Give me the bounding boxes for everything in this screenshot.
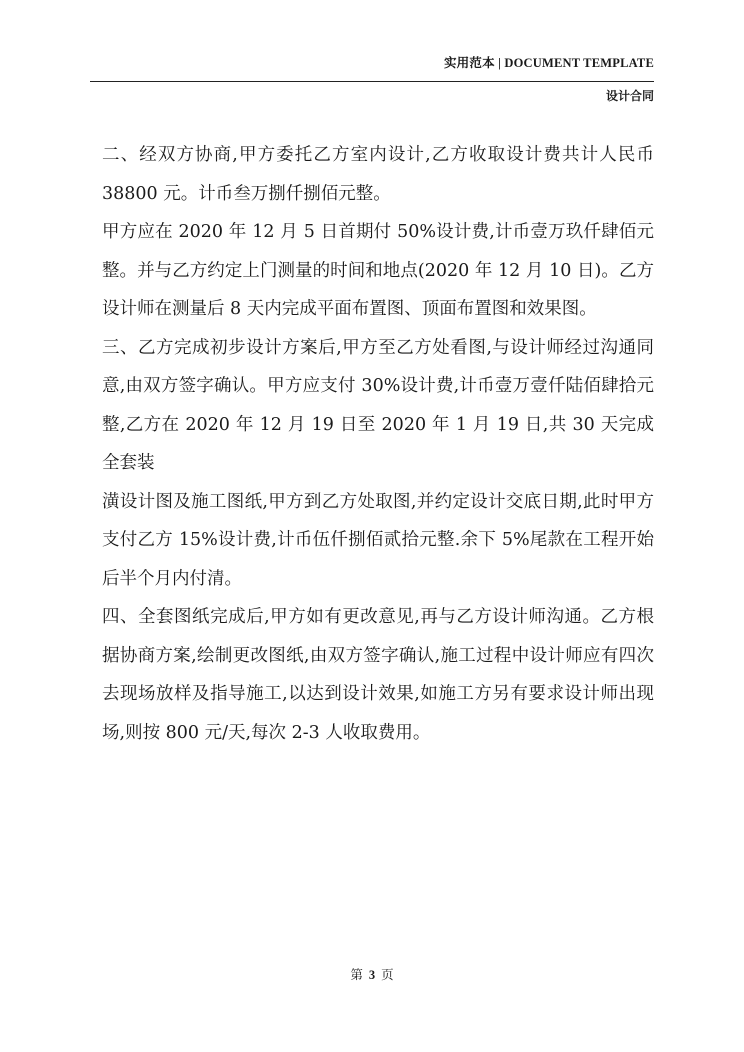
paragraph: 三、乙方完成初步设计方案后,甲方至乙方处看图,与设计师经过沟通同意,由双方签字确认。甲方应支付 30%设计费,计币壹万壹仟陆佰肆拾元整,乙方在 2020 年 12 月 19 日至 2020 年 1 月 19 日,共 30 天完成全套装	[102, 337, 654, 473]
header-rule	[90, 81, 654, 82]
paragraph: 甲方应在 2020 年 12 月 5 日首期付 50%设计费,计币壹万玖仟肆佰元整。并与乙方约定上门测量的时间和地点(2020 年 12 月 10 日)。乙方设计师在测量后 8 天内完成平面布置图、顶面布置图和效果图。	[102, 222, 654, 319]
page-suffix: 页	[381, 967, 394, 982]
header-subtitle: 设计合同	[605, 89, 654, 103]
page-number: 3	[368, 968, 376, 982]
paragraph: 潢设计图及施工图纸,甲方到乙方处取图,并约定设计交底日期,此时甲方支付乙方 15%设计费,计币伍仟捌佰贰拾元整.余下 5%尾款在工程开始后半个月内付清。	[102, 491, 654, 589]
paragraph: 四、全套图纸完成后,甲方如有更改意见,再与乙方设计师沟通。乙方根据协商方案,绘制更改图纸,由双方签字确认,施工过程中设计师应有四次去现场放样及指导施工,以达到设计效果,如施工方另有要求设计师出现场,则按 800 元/天,每次 2-3 人收取费用。	[102, 607, 654, 743]
page-footer	[0, 965, 744, 983]
header-title: 实用范本 | DOCUMENT TEMPLATE	[443, 56, 654, 70]
paragraph: 二、经双方协商,甲方委托乙方室内设计,乙方收取设计费共计人民币 38800 元。计币叁万捌仟捌佰元整。	[102, 145, 654, 204]
page-prefix: 第	[350, 967, 363, 982]
document-body	[102, 136, 654, 752]
